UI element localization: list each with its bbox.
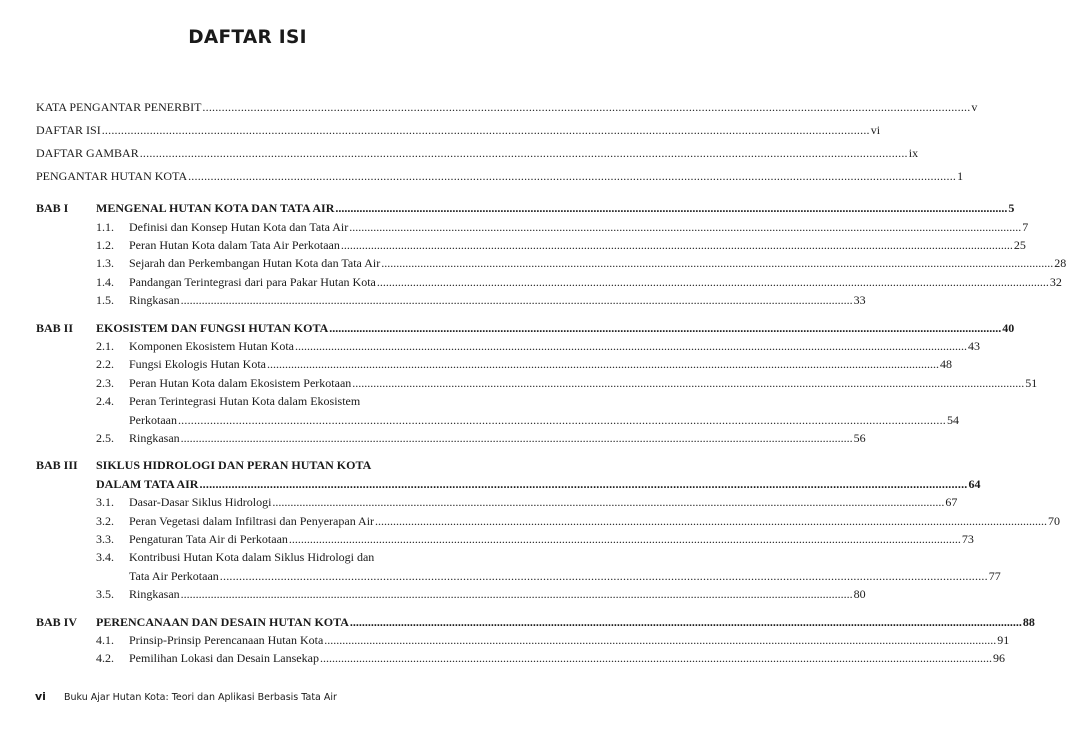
page-footer <box>35 690 337 703</box>
toc-page-number: 70 <box>1048 513 1061 528</box>
toc-section-2-4[interactable] <box>96 392 443 410</box>
section-title: Peran Vegetasi dalam Infiltrasi dan Penyerapan Air <box>129 513 375 528</box>
chapter-heading-bab-3-continued[interactable] <box>96 475 981 493</box>
toc-page-number: 48 <box>940 357 952 372</box>
dot-leader <box>341 236 1013 254</box>
toc-page-number: 1 <box>957 169 964 184</box>
page-title: DAFTAR ISI <box>188 27 307 48</box>
toc-section-2-4-continued[interactable] <box>129 411 959 429</box>
dot-leader <box>181 429 853 447</box>
toc-section-1-5[interactable] <box>96 291 866 309</box>
toc-page-number: v <box>971 100 978 114</box>
section-title: Fungsi Ekologis Hutan Kota <box>129 357 266 372</box>
chapter-heading-bab-3[interactable] <box>36 456 443 474</box>
section-title: Pengaturan Tata Air di Perkotaan <box>129 531 288 546</box>
toc-page-number: 96 <box>992 651 1005 666</box>
section-number: 4.1. <box>96 632 114 647</box>
section-title: Pemilihan Lokasi dan Desain Lansekap <box>129 651 319 666</box>
toc-entry-text: DAFTAR GAMBAR <box>36 146 139 161</box>
toc-page-number: 5 <box>1008 201 1015 216</box>
section-title: Dasar-Dasar Siklus Hidrologi <box>129 495 272 510</box>
dot-leader <box>349 218 1021 236</box>
dot-leader <box>188 167 956 185</box>
toc-page-number: 88 <box>1022 614 1035 629</box>
toc-page-number: 51 <box>1025 375 1038 390</box>
dot-leader <box>329 319 1001 337</box>
toc-section-4-2[interactable] <box>96 649 1005 667</box>
toc-section-2-3[interactable] <box>96 374 1038 392</box>
toc-entry-text: DAFTAR ISI <box>36 123 101 138</box>
toc-section-3-4[interactable] <box>96 548 443 566</box>
toc-page-number: 64 <box>968 476 981 491</box>
toc-page-number: 80 <box>853 587 866 602</box>
section-title: Ringkasan <box>129 431 180 445</box>
toc-page-number: 28 <box>1054 256 1066 271</box>
toc-page-number: vi <box>870 123 881 138</box>
section-title: Prinsip-Prinsip Perencanaan Hutan Kota <box>129 632 324 647</box>
dot-leader <box>267 355 939 373</box>
section-number: 2.4. <box>96 394 114 409</box>
toc-section-1-1[interactable] <box>96 218 1029 236</box>
section-number: 1.2. <box>96 238 114 253</box>
toc-section-3-5[interactable] <box>96 585 866 603</box>
dot-leader <box>199 475 967 493</box>
toc-section-3-4-continued[interactable] <box>129 567 1001 585</box>
toc-section-1-3[interactable] <box>96 254 1066 272</box>
dot-leader <box>295 337 967 355</box>
chapter-heading-bab-4[interactable] <box>36 613 1035 631</box>
dot-leader <box>202 98 970 116</box>
section-number: 2.5. <box>96 431 114 445</box>
toc-page-number: 43 <box>967 339 980 354</box>
toc-section-3-2[interactable] <box>96 512 1061 530</box>
toc-page-number: 25 <box>1013 238 1026 253</box>
section-number: 1.3. <box>96 256 114 271</box>
toc-section-3-1[interactable] <box>96 493 958 511</box>
dot-leader <box>272 493 944 511</box>
section-title: Pandangan Terintegrasi dari para Pakar Hutan Kota <box>129 274 376 289</box>
chapter-title: SIKLUS HIDROLOGI DAN PERAN HUTAN KOTA <box>96 458 372 473</box>
chapter-title: MENGENAL HUTAN KOTA DAN TATA AIR <box>96 201 335 216</box>
section-number: 1.1. <box>96 219 114 234</box>
dot-leader <box>335 199 1007 217</box>
toc-section-3-3[interactable] <box>96 530 974 548</box>
toc-entry-text: PENGANTAR HUTAN KOTA <box>36 169 188 184</box>
section-number: 3.2. <box>96 513 114 528</box>
dot-leader <box>102 121 870 139</box>
chapter-title: PERENCANAAN DAN DESAIN HUTAN KOTA <box>96 614 349 629</box>
section-title-continued: Tata Air Perkotaan <box>129 568 219 583</box>
section-number: 4.2. <box>96 651 114 666</box>
dot-leader <box>178 411 946 429</box>
chapter-label: BAB I <box>36 201 69 216</box>
dot-leader <box>381 254 1053 272</box>
toc-entry-daftar-isi[interactable] <box>36 121 881 139</box>
toc-page-number: 91 <box>997 632 1010 647</box>
toc-page-number: 56 <box>853 431 866 445</box>
chapter-heading-bab-2[interactable] <box>36 319 1015 337</box>
toc-page-number: 54 <box>946 412 959 427</box>
section-number: 1.5. <box>96 293 114 308</box>
dot-leader <box>350 613 1022 631</box>
chapter-label: BAB II <box>36 320 74 335</box>
toc-section-2-5[interactable] <box>96 429 866 447</box>
toc-page-number: 33 <box>853 293 866 308</box>
section-title-continued: Perkotaan <box>129 412 177 427</box>
dot-leader <box>352 374 1024 392</box>
footer-page-number: vi <box>35 690 46 703</box>
dot-leader <box>377 273 1049 291</box>
section-title: Komponen Ekosistem Hutan Kota <box>129 339 294 354</box>
toc-page-number: ix <box>908 146 919 161</box>
toc-section-1-4[interactable] <box>96 273 1062 291</box>
section-title: Ringkasan <box>129 293 180 308</box>
section-number: 3.5. <box>96 587 114 602</box>
chapter-label: BAB III <box>36 458 78 473</box>
section-number: 2.1. <box>96 339 114 354</box>
section-title: Definisi dan Konsep Hutan Kota dan Tata Air <box>129 219 349 234</box>
table-of-contents <box>36 98 1066 668</box>
toc-page-number: 73 <box>961 531 974 546</box>
toc-page-number: 40 <box>1002 320 1015 335</box>
section-title: Sejarah dan Perkembangan Hutan Kota dan Tata Air <box>129 256 381 271</box>
chapter-label: BAB IV <box>36 614 78 629</box>
section-title: Ringkasan <box>129 587 180 602</box>
toc-entry-text: KATA PENGANTAR PENERBIT <box>36 100 202 114</box>
dot-leader <box>289 530 961 548</box>
section-number: 1.4. <box>96 274 114 289</box>
dot-leader <box>324 631 996 649</box>
chapter-title-continued: DALAM TATA AIR <box>96 476 199 491</box>
section-number: 3.3. <box>96 531 114 546</box>
section-title: Kontribusi Hutan Kota dalam Siklus Hidrologi dan <box>129 550 375 565</box>
toc-page-number: 77 <box>988 568 1001 583</box>
section-title: Peran Hutan Kota dalam Tata Air Perkotaan <box>129 238 340 253</box>
toc-section-1-2[interactable] <box>96 236 1026 254</box>
toc-section-2-1[interactable] <box>96 337 980 355</box>
section-number: 3.4. <box>96 550 114 565</box>
dot-leader <box>320 649 992 667</box>
section-title: Peran Hutan Kota dalam Ekosistem Perkotaan <box>129 375 352 390</box>
dot-leader <box>220 567 988 585</box>
section-number: 2.2. <box>96 357 114 372</box>
toc-entry-kata-pengantar[interactable] <box>36 98 978 116</box>
chapter-title: EKOSISTEM DAN FUNGSI HUTAN KOTA <box>96 320 329 335</box>
toc-page-number: 32 <box>1049 274 1062 289</box>
section-number: 3.1. <box>96 495 114 510</box>
dot-leader <box>140 144 908 162</box>
toc-section-4-1[interactable] <box>96 631 1010 649</box>
toc-page-number: 67 <box>945 495 958 510</box>
section-number: 2.3. <box>96 375 114 390</box>
dot-leader <box>181 585 853 603</box>
section-title: Peran Terintegrasi Hutan Kota dalam Ekosistem <box>129 394 361 409</box>
footer-book-title: Buku Ajar Hutan Kota: Teori dan Aplikasi Berbasis Tata Air <box>63 692 337 703</box>
chapter-heading-bab-1[interactable] <box>36 199 1015 217</box>
toc-entry-pengantar-hutan-kota[interactable] <box>36 167 964 185</box>
toc-entry-daftar-gambar[interactable] <box>36 144 919 162</box>
toc-page-number: 7 <box>1022 219 1029 234</box>
dot-leader <box>181 291 853 309</box>
dot-leader <box>375 512 1047 530</box>
toc-section-2-2[interactable] <box>96 355 952 373</box>
